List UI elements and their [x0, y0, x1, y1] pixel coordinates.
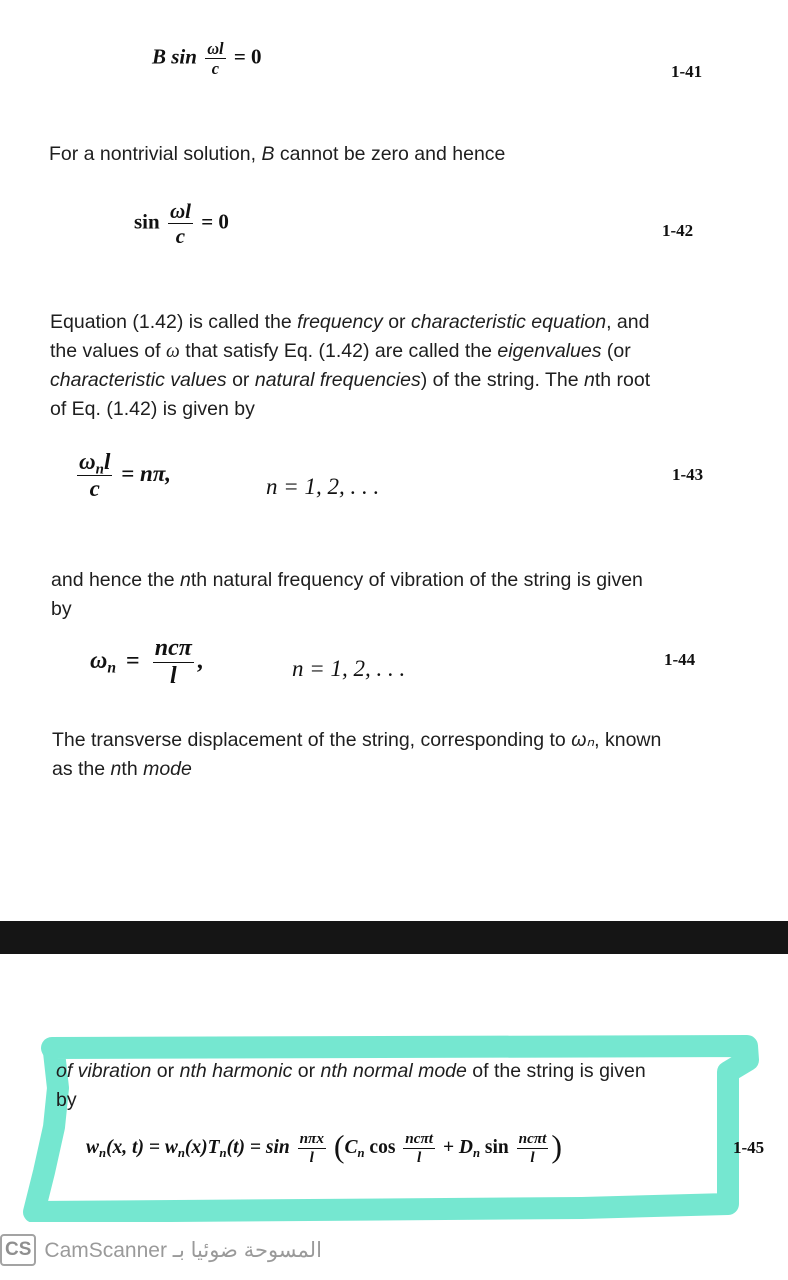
eq44-omega: ω — [90, 648, 108, 675]
eq45-f1-den: l — [309, 1149, 314, 1167]
p4-l1c: , known — [594, 729, 662, 751]
eq44-denominator: l — [169, 663, 177, 690]
eq44-comma: , — [196, 648, 203, 675]
p5-line-1 — [56, 1057, 646, 1086]
p4-line-1 — [52, 726, 661, 755]
p2-l2b: ω — [166, 341, 180, 362]
equation-1-41 — [152, 40, 262, 77]
eq45-cos: cos — [369, 1137, 396, 1158]
eq43-l: l — [103, 449, 111, 474]
eq41-rhs: = 0 — [233, 44, 262, 69]
eq45-f2-num: ncπt — [405, 1130, 434, 1148]
p2-l1b: frequency — [297, 311, 383, 333]
p5-l1d: th harmonic — [190, 1060, 293, 1082]
camscanner-text: CamScanner المسوحة ضوئيا بـ — [44, 1238, 322, 1262]
p1-text-a: For a nontrivial solution, — [49, 143, 262, 165]
p2-l1c: or — [382, 311, 411, 333]
p3-l1b: n — [180, 569, 191, 591]
eq45-w: w — [86, 1137, 100, 1158]
equation-number-1-43: 1-43 — [672, 465, 704, 484]
eq45-paren-close: ) — [551, 1128, 563, 1164]
eq42-rhs: = 0 — [201, 209, 229, 234]
eq43-range: n = 1, 2, . . . — [266, 474, 380, 499]
eq45-part4: (t) = sin — [226, 1137, 290, 1158]
eq45-part2: (x, t) = w — [106, 1137, 178, 1158]
p5-l1e: or — [292, 1060, 321, 1082]
p5-l1b: or — [151, 1060, 180, 1082]
eq43-sub: n — [95, 461, 104, 478]
equation-number-1-41: 1-41 — [671, 62, 703, 81]
p2-line-4: of Eq. (1.42) is given by — [50, 398, 255, 420]
eq44-numerator: ncπ — [153, 636, 194, 663]
p2-l2a: the values of — [50, 340, 166, 362]
p5-l1h: of the string is given — [466, 1060, 646, 1082]
p3-line-1 — [51, 566, 643, 595]
p5-l1c: n — [179, 1060, 191, 1082]
paragraph-mode-shape — [56, 1057, 646, 1115]
p2-l2c: that satisfy Eq. (1.42) are called the — [179, 340, 498, 362]
eq42-denominator: c — [175, 224, 186, 249]
p5-line-2: by — [56, 1089, 77, 1111]
p1-text-c: cannot be zero and hence — [274, 143, 506, 165]
eq43-denominator: c — [89, 476, 100, 502]
p4-line-2 — [52, 755, 661, 784]
p1-text-b: B — [261, 143, 275, 165]
p2-l3d: ) of the string. The — [420, 369, 585, 391]
page-separator-band — [0, 921, 788, 954]
equation-number-1-42: 1-42 — [662, 221, 694, 240]
p2-l3b: or — [226, 369, 255, 391]
p2-l3a: characteristic values — [50, 369, 227, 391]
equation-1-42 — [134, 200, 229, 247]
p2-l1d: characteristic equation — [410, 311, 607, 333]
p5-l1a: of vibration — [56, 1060, 152, 1082]
eq43-rhs: = nπ, — [121, 460, 172, 486]
p2-line-3 — [50, 366, 650, 395]
camscanner-watermark — [0, 1232, 322, 1268]
eq45-f3-num: ncπt — [518, 1130, 547, 1148]
eq45-sin: sin — [484, 1137, 509, 1158]
paragraph-transverse-displacement — [52, 726, 661, 784]
eq42-lhs: sin — [134, 209, 160, 234]
eq44-equals: = — [126, 648, 140, 675]
p4-l1a: The transverse displacement of the string, corresponding to — [52, 729, 572, 751]
paragraph-frequency-equation — [50, 308, 650, 424]
p4-l2c: th — [121, 758, 144, 780]
p4-l2a: as the — [52, 758, 111, 780]
p2-l1e: , and — [606, 311, 650, 333]
p5-l1f: n — [320, 1060, 332, 1082]
camscanner-logo: CS — [0, 1234, 36, 1266]
eq43-omega: ω — [79, 449, 96, 474]
eq45-paren-open: ( — [333, 1128, 345, 1164]
eq41-fraction — [205, 40, 225, 77]
eq41-numerator: ωl — [207, 39, 224, 58]
eq41-denominator: c — [211, 59, 220, 79]
eq45-C: C — [344, 1137, 358, 1158]
equation-1-43 — [74, 450, 171, 501]
eq45-part3: (x)T — [184, 1137, 220, 1158]
eq45-D-sub: n — [472, 1145, 481, 1160]
p4-l2d: mode — [143, 758, 192, 780]
p3-line-2: by — [51, 598, 72, 620]
p3-l1c: th natural frequency of vibration of the string is given — [190, 569, 643, 591]
p2-l3c: natural frequencies — [254, 369, 421, 391]
eq44-fraction — [153, 636, 194, 689]
eq42-fraction — [168, 200, 193, 247]
eq45-w-sub: n — [99, 1145, 107, 1160]
p4-l1b: ωₙ — [571, 729, 595, 751]
eq45-plus-D: + D — [442, 1137, 473, 1158]
p2-l2d: eigenvalues — [497, 340, 602, 362]
p2-line-1 — [50, 308, 650, 337]
eq45-f1-num: nπx — [299, 1130, 324, 1148]
eq42-numerator: ωl — [169, 199, 191, 223]
eq41-lhs: B sin — [152, 44, 197, 69]
p2-line-2 — [50, 337, 650, 366]
eq45-f2-den: l — [417, 1149, 422, 1167]
equation-number-1-45: 1-45 — [733, 1138, 765, 1157]
eq45-f3-den: l — [530, 1149, 535, 1167]
eq45-part3-sub: n — [219, 1145, 227, 1160]
eq45-part2-sub: n — [177, 1145, 185, 1160]
eq44-range: n = 1, 2, . . . — [292, 656, 406, 681]
eq45-fraction-2 — [403, 1131, 435, 1166]
equation-number-1-44: 1-44 — [664, 650, 696, 669]
eq45-fraction-3 — [517, 1131, 549, 1166]
paragraph-natural-frequency — [51, 566, 643, 624]
equation-1-45 — [86, 1128, 562, 1166]
p2-l1a: Equation (1.42) is called the — [50, 311, 298, 333]
eq44-lhs — [90, 648, 117, 677]
paragraph-nontrivial — [49, 140, 505, 169]
eq43-fraction — [77, 450, 112, 501]
p2-l2e: (or — [601, 340, 631, 362]
equation-1-44 — [90, 636, 203, 689]
p2-l3f: th root — [594, 369, 651, 391]
eq45-C-sub: n — [357, 1145, 365, 1160]
p5-l1g: th normal mode — [331, 1060, 467, 1082]
eq44-sub: n — [107, 659, 117, 677]
eq43-numerator — [77, 450, 112, 476]
eq45-fraction-1 — [298, 1131, 326, 1166]
p4-l2b: n — [110, 758, 122, 780]
p3-l1a: and hence the — [51, 569, 181, 591]
p2-l3e: n — [584, 369, 595, 391]
